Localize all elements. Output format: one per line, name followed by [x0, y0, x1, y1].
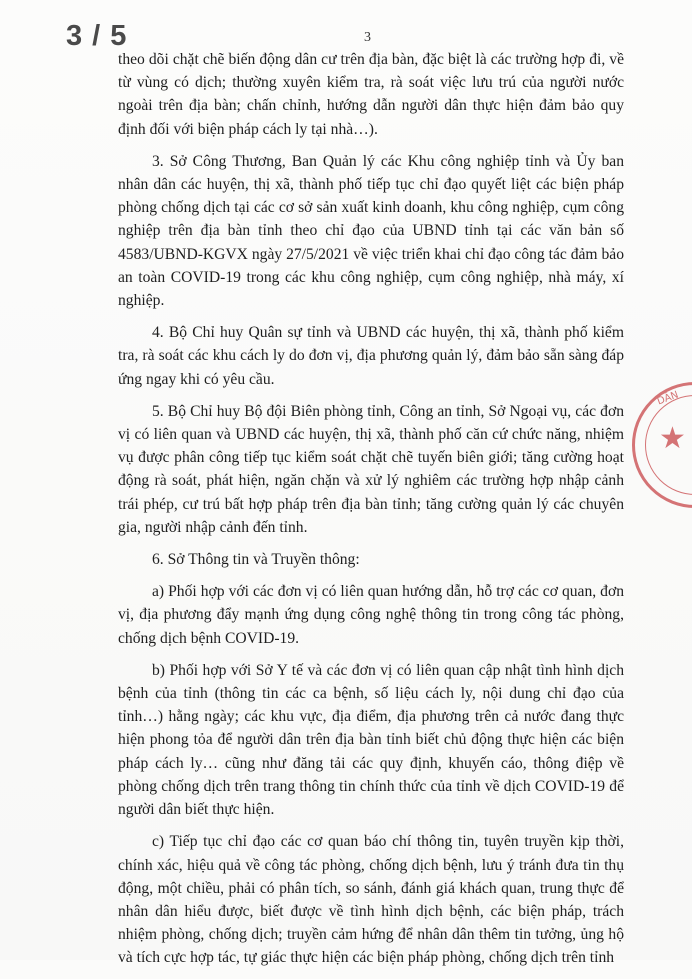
page-counter: 3 / 5 — [66, 20, 128, 52]
red-seal-stamp — [632, 382, 692, 508]
page-number: 3 — [364, 30, 371, 45]
paragraph-item-6: 6. Sở Thông tin và Truyền thông: — [152, 551, 360, 569]
paragraph-item-6a: a) Phối hợp với các đơn vị có liên quan hướng dẫn, hỗ trợ các cơ quan, đơn vị, địa phương đẩy mạnh ứng dụng công nghệ thông tin trong công tác phòng, chống dịch bệnh COVID-19. — [118, 583, 624, 647]
paragraph-item-5: 5. Bộ Chỉ huy Bộ đội Biên phòng tỉnh, Công an tỉnh, Sở Ngoại vụ, các đơn vị có liên quan và UBND các huyện, thị xã, thành phố căn cứ chức năng, nhiệm vụ được phân công tiếp tục kiểm soát chặt chẽ tuyến biên giới; tăng cường hoạt động rà soát, phát hiện, ngăn chặn và xử lý nghiêm các trường hợp nhập cảnh trái phép, cư trú bất hợp pháp trên địa bàn tỉnh; tăng cường quản lý các chuyên gia, người nhập cảnh đến tỉnh. — [118, 402, 624, 536]
paragraph-item-6c: c) Tiếp tục chỉ đạo các cơ quan báo chí thông tin, tuyên truyền kịp thời, chính xác, hiệu quả về công tác phòng, chống dịch bệnh, lưu ý tránh đưa tin thụ động, một chiều, phải có phân tích, so sánh, đánh giá khách quan, trung thực để nhân dân hiểu được, biết được về tình hình dịch bệnh, các biện pháp, trách nhiệm phòng, chống dịch; truyền cảm hứng để nhân dân thêm tin tưởng, ủng hộ và tích cực hợp tác, tự giác thực hiện các biện pháp phòng, chống dịch trên tỉnh — [118, 833, 624, 967]
paragraph-item-6b: b) Phối hợp với Sở Y tế và các đơn vị có liên quan cập nhật tình hình dịch bệnh của tỉnh (thông tin các ca bệnh, số liệu cách ly, nội dung chỉ đạo của tỉnh…) hằng ngày; các khu vực, địa điểm, địa phương trên cả nước đang thực hiện phong tỏa để người dân trên địa bàn tỉnh biết chủ động thực hiện các biện pháp cách ly… cũng như đăng tải các quy định, khuyến cáo, thông điệp về phòng chống dịch trên trang thông tin chính thức của tỉnh về dịch COVID-19 để người dân biết thực hiện. — [118, 661, 624, 819]
paragraph-continuation: theo dõi chặt chẽ biến động dân cư trên địa bàn, đặc biệt là các trường hợp đi, về từ vùng có dịch; thường xuyên kiểm tra, rà soát việc lưu trú của người nước ngoài trên địa bàn; chấn chỉnh, hướng dẫn người dân thực hiện đảm bảo quy định đối với biện pháp cách ly tại nhà…). — [118, 51, 624, 138]
paragraph-item-3: 3. Sở Công Thương, Ban Quản lý các Khu công nghiệp tỉnh và Ủy ban nhân dân các huyện, thị xã, thành phố tiếp tục chỉ đạo quyết liệt các biện pháp phòng chống dịch tại các cơ sở sản xuất kinh doanh, khu công nghiệp, cụm công nghiệp trên địa bàn tỉnh theo chỉ đạo của UBND tỉnh tại các văn bản số 4583/UBND-KGVX ngày 27/5/2021 về việc triển khai chỉ đạo công tác đảm bảo an toàn COVID-19 trong các khu công nghiệp, cụm công nghiệp, nhà máy, xí nghiệp. — [118, 152, 624, 310]
stamp-text: DÂN — [655, 389, 681, 408]
star-icon: ★ — [659, 421, 686, 456]
document-body — [118, 48, 624, 979]
paragraph-item-4: 4. Bộ Chỉ huy Quân sự tỉnh và UBND các huyện, thị xã, thành phố kiểm tra, rà soát các khu cách ly do đơn vị, địa phương quản lý, đảm bảo sẵn sàng đáp ứng ngay khi có yêu cầu. — [118, 324, 624, 388]
